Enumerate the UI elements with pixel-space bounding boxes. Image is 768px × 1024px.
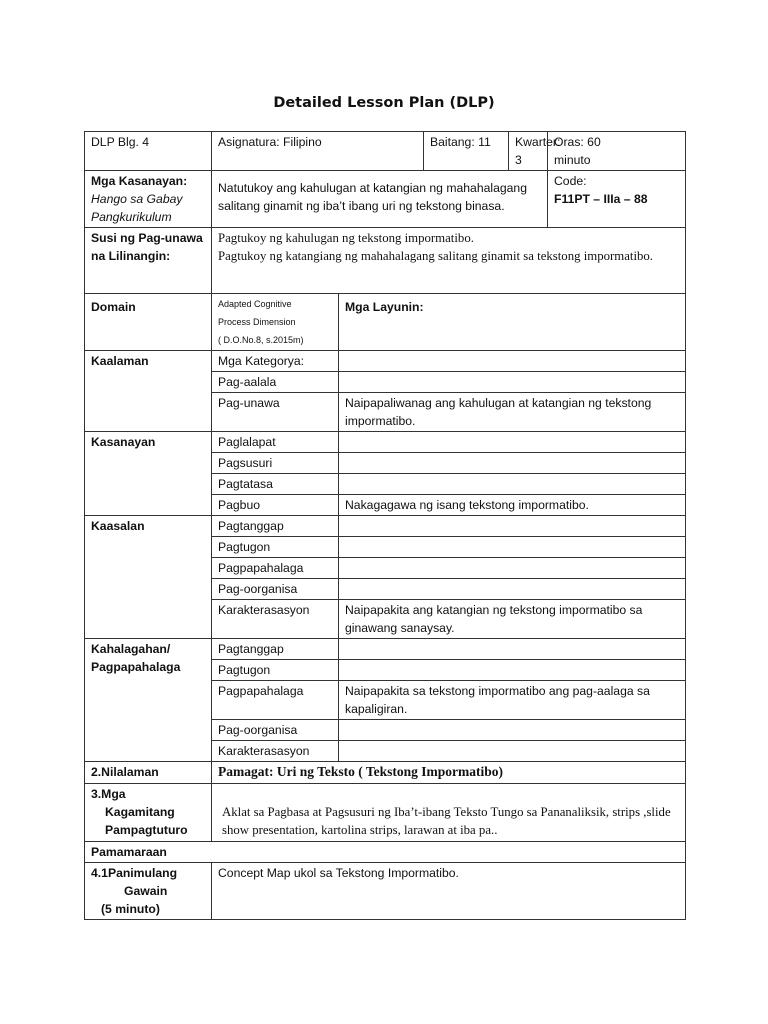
layunin-header: Mga Layunin: [339,294,686,351]
pamamaraan-row [85,842,686,863]
header-row [85,132,686,171]
oras: Oras: 60 minuto [548,132,686,171]
kaalaman-label: Kaalaman [85,351,212,432]
objective-cell: Nakagagawa ng isang tekstong impormatibo. [339,495,686,516]
category-cell: Pag-aalala [212,372,339,393]
objective-cell [339,558,686,579]
susi-label: Susi ng Pag-unawa na Lilinangin: [85,228,212,294]
objective-cell: Naipapaliwanag ang kahulugan at katangian ng tekstong impormatibo. [339,393,686,432]
objective-cell: Naipapakita sa tekstong impormatibo ang pag-aalaga sa kapaligiran. [339,681,686,720]
kagamitan-row [85,784,686,842]
objective-cell [339,516,686,537]
category-cell: Pag-oorganisa [212,579,339,600]
objective-cell [339,474,686,495]
nilalaman-label: 2.Nilalaman [85,762,212,784]
kahalagahan-label: Kahalagahan/ Pagpapahalaga [85,639,212,762]
category-cell: Pag-oorganisa [212,720,339,741]
objective-cell [339,432,686,453]
objective-cell [339,720,686,741]
susi-line-2: Pagtukoy ng katangiang ng mahahalagang salitang ginamit sa tekstong impormatibo. [218,249,654,263]
kaasalan-label: Kaasalan [85,516,212,639]
panimulang-text: Concept Map ukol sa Tekstong Impormatibo. [212,863,686,920]
kasanayan-row [85,171,686,228]
baitang: Baitang: 11 [424,132,509,170]
category-cell: Mga Kategorya: [212,351,339,372]
objective-cell [339,741,686,762]
kasanayan-label: Mga Kasanayan: [91,174,188,188]
category-cell: Pagsusuri [212,453,339,474]
category-cell: Pagtanggap [212,639,339,660]
domain-row [85,294,686,351]
objective-cell [339,372,686,393]
category-cell: Karakterasasyon [212,600,339,639]
objective-cell [339,351,686,372]
pamamaraan-label: Pamamaraan [85,842,686,863]
objective-cell [339,660,686,681]
kagamitan-text: Aklat sa Pagbasa at Pagsusuri ng Iba’t-ibang Teksto Tungo sa Pananaliksik, strips ,slide show presentation, kartolina strips, larawan at iba pa.. [212,784,686,842]
category-cell: Paglalapat [212,432,339,453]
asignatura: Asignatura: Filipino [212,132,424,171]
susi-row [85,228,686,294]
objective-cell [339,579,686,600]
kasanayan-sub-2: Pangkurikulum [91,210,172,224]
code-label: Code: [554,174,587,188]
kagamitan-label: 3.Mga Kagamitang Pampagtuturo [85,784,212,842]
nilalaman-row [85,762,686,784]
dlp-number: DLP Blg. 4 [85,132,212,171]
code-value: F11PT – IIIa – 88 [554,192,648,206]
category-cell: Pagtatasa [212,474,339,495]
category-cell: Pag-unawa [212,393,339,432]
kaasalan-row [85,516,686,537]
lesson-plan-table [84,131,686,920]
acpd-cell: Adapted Cognitive Process Dimension ( D.O.No.8, s.2015m) [212,294,339,351]
objective-cell [339,453,686,474]
kaalaman-row [85,351,686,372]
category-cell: Pagtanggap [212,516,339,537]
category-cell: Pagtugon [212,660,339,681]
kwarter: Kwarter: 3 [515,135,561,167]
objective-cell: Naipapakita ang katangian ng tekstong impormatibo sa ginawang sanaysay. [339,600,686,639]
objective-cell [339,639,686,660]
kasanayan-sub-1: Hango sa Gabay [91,192,183,206]
kasanayan-domain-label: Kasanayan [85,432,212,516]
category-cell: Pagbuo [212,495,339,516]
domain-label: Domain [85,294,212,351]
panimulang-row [85,863,686,920]
kasanayan-text: Natutukoy ang kahulugan at katangian ng mahahalagang salitang ginamit ng iba’t ibang uri ng tekstong binasa. [212,171,548,228]
document-title: Detailed Lesson Plan (DLP) [273,95,495,111]
kasanayan-domain-row [85,432,686,453]
kahalagahan-row [85,639,686,660]
panimulang-label: 4.1Panimulang Gawain (5 minuto) [85,863,212,920]
category-cell: Karakterasasyon [212,741,339,762]
category-cell: Pagpapahalaga [212,558,339,579]
category-cell: Pagpapahalaga [212,681,339,720]
category-cell: Pagtugon [212,537,339,558]
susi-line-1: Pagtukoy ng kahulugan ng tekstong impormatibo. [218,231,474,245]
nilalaman-text: Pamagat: Uri ng Teksto ( Tekstong Impormatibo) [212,762,686,784]
objective-cell [339,537,686,558]
